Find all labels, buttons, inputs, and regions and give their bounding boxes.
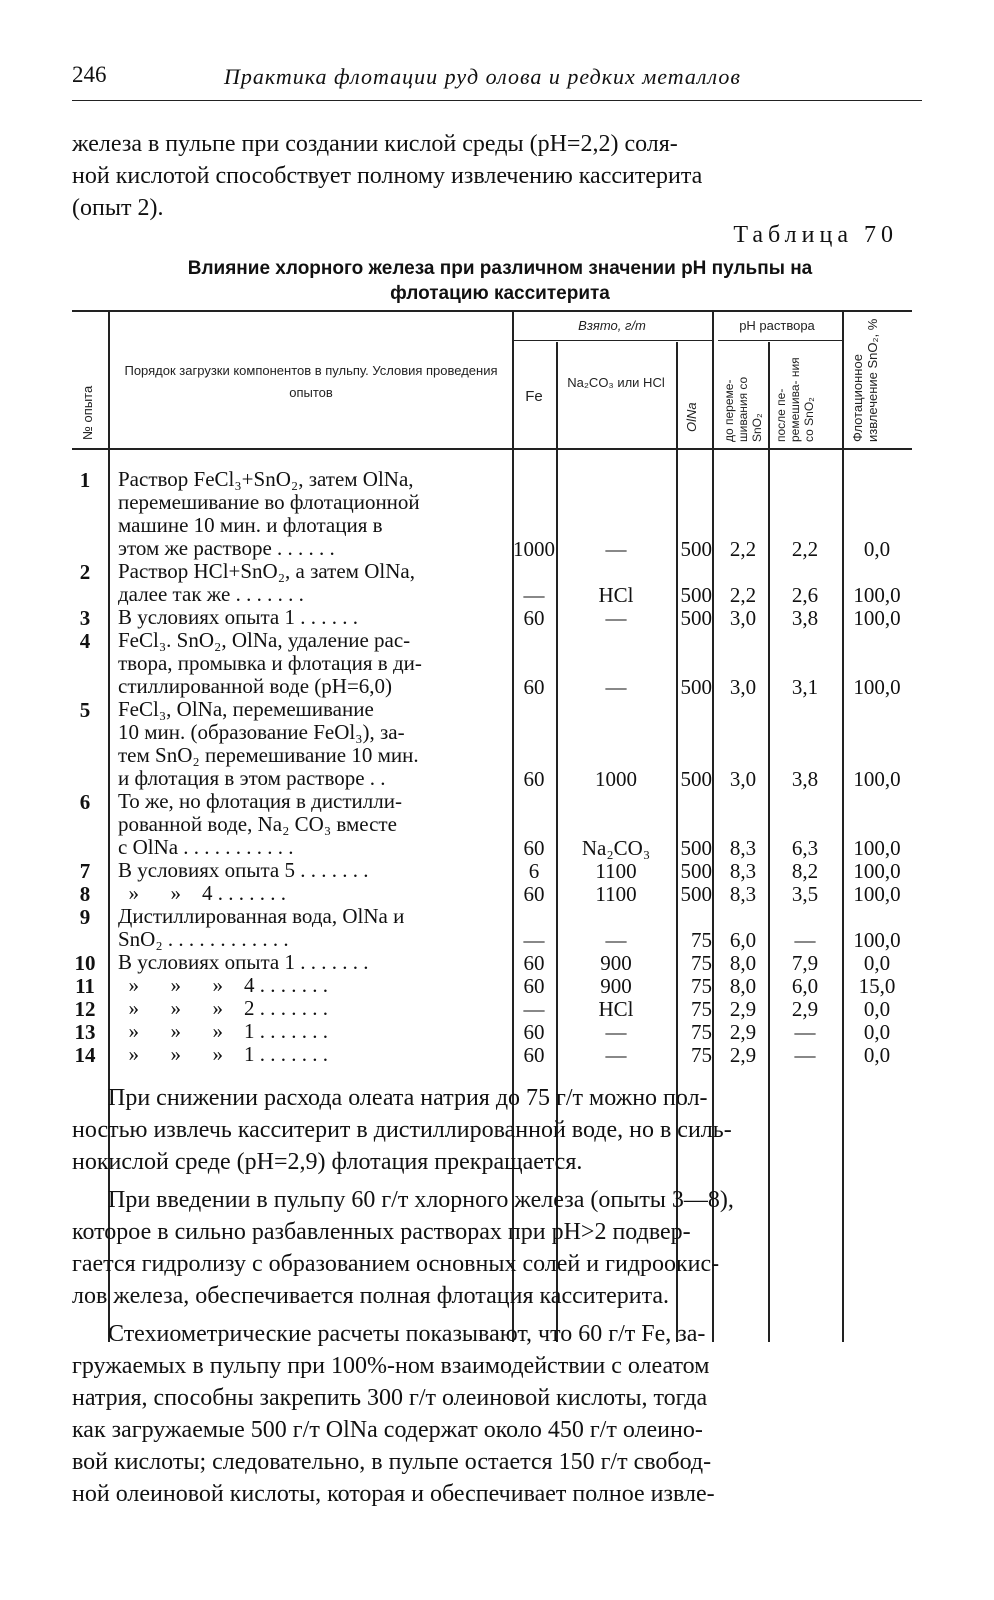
cell-recovery: 0,0 bbox=[863, 1020, 891, 1044]
condition-line: перемешивание во флотационной bbox=[118, 490, 420, 514]
cell-na2co3: HCl bbox=[598, 583, 634, 607]
cell-na2co3: — bbox=[605, 928, 627, 952]
text-line: нокислой среде (pH=2,9) флотация прекращается. bbox=[72, 1149, 583, 1175]
row-conditions bbox=[118, 974, 508, 997]
condition-line: твора, промывка и флотация в ди- bbox=[118, 651, 422, 675]
table-label: Таблица 70 bbox=[733, 222, 898, 248]
cell-recovery: 100,0 bbox=[853, 928, 901, 952]
cell-recovery: 100,0 bbox=[853, 583, 901, 607]
row-conditions bbox=[118, 997, 508, 1020]
text-line: (опыт 2). bbox=[72, 195, 164, 221]
row-conditions bbox=[118, 951, 508, 974]
header-ph-after: после пе- ремешива- ния со SnO₂ bbox=[774, 357, 816, 442]
cell-na2co3: 1100 bbox=[595, 859, 637, 883]
ph-subrule bbox=[718, 340, 842, 341]
cell-olna: 75 bbox=[691, 1020, 712, 1044]
row-number: 3 bbox=[79, 606, 91, 630]
condition-line: 10 мин. (образование FeOl₃), за- bbox=[118, 720, 405, 744]
cell-ph-after: 3,1 bbox=[791, 675, 819, 699]
condition-line: тем SnO₂ перемешивание 10 мин. bbox=[118, 743, 419, 767]
condition-line: » » » 2 . . . . . . . bbox=[118, 996, 328, 1020]
cell-ph-before: 8,0 bbox=[729, 951, 757, 975]
cell-olna: 75 bbox=[691, 974, 712, 998]
cell-recovery: 100,0 bbox=[853, 836, 901, 860]
row-conditions bbox=[118, 905, 508, 951]
text-line: как загружаемые 500 г/т OlNa содержат около 450 г/т олеино- bbox=[72, 1417, 703, 1443]
cell-fe: 60 bbox=[523, 1043, 545, 1067]
cell-na2co3: 900 bbox=[600, 974, 632, 998]
text-line: ностью извлечь касситерит в дистиллированной воде, но в силь- bbox=[72, 1117, 732, 1143]
text-line: ной олеиновой кислоты, которая и обеспечивает полное извле- bbox=[72, 1481, 715, 1507]
row-conditions bbox=[118, 629, 508, 698]
cell-na2co3: 1100 bbox=[595, 882, 637, 906]
cell-olna: 500 bbox=[680, 882, 712, 906]
cell-olna: 500 bbox=[680, 767, 712, 791]
cell-ph-before: 2,2 bbox=[729, 583, 757, 607]
cell-ph-after: 2,9 bbox=[791, 997, 819, 1021]
row-number: 13 bbox=[74, 1020, 96, 1044]
row-number: 5 bbox=[79, 698, 91, 722]
cell-fe: 60 bbox=[523, 974, 545, 998]
row-number: 7 bbox=[79, 859, 91, 883]
caption-line: Влияние хлорного железа при различном значении pH пульпы на bbox=[187, 258, 813, 279]
cell-recovery: 0,0 bbox=[863, 1043, 891, 1067]
condition-line: и флотация в этом растворе . . bbox=[118, 766, 386, 790]
condition-line: FeCl₃. SnO₂, OlNa, удаление рас- bbox=[118, 628, 411, 652]
row-number: 14 bbox=[74, 1043, 96, 1067]
cell-olna: 500 bbox=[680, 675, 712, 699]
cell-ph-before: 3,0 bbox=[729, 675, 757, 699]
text-line: гружаемых в пульпу при 100%-ном взаимодействии с олеатом bbox=[72, 1353, 710, 1379]
page-number: 246 bbox=[72, 62, 107, 87]
condition-line: стиллированной воде (pH=6,0) bbox=[118, 674, 393, 698]
row-conditions bbox=[118, 1020, 508, 1043]
row-number: 1 bbox=[79, 468, 91, 492]
cell-recovery: 15,0 bbox=[858, 974, 896, 998]
cell-ph-before: 8,3 bbox=[729, 859, 757, 883]
condition-line: » » » 1 . . . . . . . bbox=[118, 1019, 328, 1043]
condition-line: » » 4 . . . . . . . bbox=[118, 881, 286, 905]
intro-paragraph bbox=[72, 128, 922, 224]
cell-ph-after: 8,2 bbox=[791, 859, 819, 883]
cell-ph-after: — bbox=[794, 928, 816, 952]
row-number: 11 bbox=[75, 974, 95, 998]
cell-fe: 60 bbox=[523, 675, 545, 699]
cell-na2co3: — bbox=[605, 1020, 627, 1044]
cell-fe: 60 bbox=[523, 767, 545, 791]
cell-na2co3: — bbox=[605, 606, 627, 630]
row-number: 9 bbox=[79, 905, 91, 929]
condition-line: Дистиллированная вода, OlNa и bbox=[118, 904, 405, 928]
paragraph-2 bbox=[72, 1184, 922, 1312]
row-conditions bbox=[118, 859, 508, 882]
row-conditions bbox=[118, 606, 508, 629]
cell-na2co3: Na₂CO₃ bbox=[581, 836, 651, 860]
header-conditions: Порядок загрузки компонентов в пульпу. Условия проведения опытов bbox=[124, 363, 498, 400]
header-bottom-rule bbox=[72, 448, 912, 450]
cell-olna: 75 bbox=[691, 928, 712, 952]
condition-line: В условиях опыта 1 . . . . . . . bbox=[118, 950, 369, 974]
row-conditions bbox=[118, 882, 508, 905]
condition-line: В условиях опыта 5 . . . . . . . bbox=[118, 858, 369, 882]
running-title: Практика флотации руд олова и редких металлов bbox=[224, 64, 741, 89]
text-line: которое в сильно разбавленных растворах при pH>2 подвер- bbox=[72, 1219, 691, 1245]
cell-ph-after: 7,9 bbox=[791, 951, 819, 975]
row-number: 10 bbox=[74, 951, 96, 975]
cell-recovery: 0,0 bbox=[863, 997, 891, 1021]
cell-na2co3: 900 bbox=[600, 951, 632, 975]
header-na2co3-hcl: Na₂CO₃ или HCl bbox=[567, 375, 665, 390]
condition-line: рованной воде, Na₂ CO₃ вместе bbox=[118, 812, 397, 836]
page-header bbox=[72, 62, 922, 101]
cell-recovery: 100,0 bbox=[853, 859, 901, 883]
row-conditions bbox=[118, 1043, 508, 1066]
cell-na2co3: — bbox=[605, 1043, 627, 1067]
cell-na2co3: — bbox=[605, 537, 627, 561]
text-line: ной кислотой способствует полному извлечению касситерита bbox=[72, 163, 703, 189]
row-number: 12 bbox=[74, 997, 96, 1021]
row-number: 8 bbox=[79, 882, 91, 906]
paragraph-1 bbox=[72, 1082, 922, 1178]
header-taken: Взято, г/т bbox=[578, 318, 646, 333]
cell-ph-after: 2,6 bbox=[791, 583, 819, 607]
cell-ph-after: 3,8 bbox=[791, 767, 819, 791]
taken-subrule bbox=[512, 340, 712, 341]
cell-ph-after: 6,3 bbox=[791, 836, 819, 860]
cell-fe: — bbox=[523, 997, 545, 1021]
condition-line: » » » 1 . . . . . . . bbox=[118, 1042, 328, 1066]
cell-ph-after: — bbox=[794, 1020, 816, 1044]
header-olna: OlNa bbox=[684, 402, 699, 432]
cell-ph-after: 3,5 bbox=[791, 882, 819, 906]
text-line: Стехиометрические расчеты показывают, что 60 г/т Fe, за- bbox=[108, 1321, 706, 1347]
header-ph-before: до переме- шивания со SnO₂ bbox=[722, 376, 764, 442]
header-recovery: Флотационное извлечение SnO₂, % bbox=[850, 318, 880, 442]
header-exp-no: № опыта bbox=[80, 385, 95, 440]
cell-olna: 500 bbox=[680, 606, 712, 630]
header-ph: pH раствора bbox=[739, 318, 815, 333]
condition-line: SnO₂ . . . . . . . . . . . . bbox=[118, 927, 289, 951]
row-number: 4 bbox=[79, 629, 91, 653]
cell-fe: 60 bbox=[523, 951, 545, 975]
cell-ph-before: 8,3 bbox=[729, 836, 757, 860]
cell-recovery: 0,0 bbox=[863, 951, 891, 975]
cell-recovery: 100,0 bbox=[853, 606, 901, 630]
condition-line: FeCl₃, OlNa, перемешивание bbox=[118, 697, 374, 721]
paragraph-3 bbox=[72, 1318, 922, 1510]
cell-fe: 60 bbox=[523, 836, 545, 860]
cell-recovery: 100,0 bbox=[853, 767, 901, 791]
cell-recovery: 0,0 bbox=[863, 537, 891, 561]
text-line: натрия, способны закрепить 300 г/т олеиновой кислоты, тогда bbox=[72, 1385, 708, 1411]
cell-recovery: 100,0 bbox=[853, 675, 901, 699]
cell-fe: — bbox=[523, 583, 545, 607]
cell-olna: 75 bbox=[691, 951, 712, 975]
cell-ph-after: — bbox=[794, 1043, 816, 1067]
cell-recovery: 100,0 bbox=[853, 882, 901, 906]
text-line: вой кислоты; следовательно, в пульпе остается 150 г/т свобод- bbox=[72, 1449, 712, 1475]
row-conditions bbox=[118, 698, 508, 790]
cell-olna: 500 bbox=[680, 836, 712, 860]
cell-na2co3: 1000 bbox=[595, 767, 637, 791]
condition-line: машине 10 мин. и флотация в bbox=[118, 513, 383, 537]
text-line: При снижении расхода олеата натрия до 75 г/т можно пол- bbox=[108, 1085, 708, 1111]
cell-fe: 60 bbox=[523, 1020, 545, 1044]
cell-fe: 60 bbox=[523, 606, 545, 630]
cell-olna: 500 bbox=[680, 583, 712, 607]
table-top-rule bbox=[72, 310, 912, 312]
text-line: лов железа, обеспечивается полная флотация касситерита. bbox=[72, 1283, 670, 1309]
row-conditions bbox=[118, 790, 508, 859]
cell-olna: 75 bbox=[691, 997, 712, 1021]
cell-ph-before: 8,0 bbox=[729, 974, 757, 998]
header-fe: Fe bbox=[525, 388, 543, 405]
condition-line: этом же растворе . . . . . . bbox=[118, 536, 335, 560]
caption-line: флотацию касситерита bbox=[390, 283, 610, 304]
cell-na2co3: — bbox=[605, 675, 627, 699]
cell-na2co3: HCl bbox=[598, 997, 634, 1021]
cell-olna: 500 bbox=[680, 859, 712, 883]
cell-ph-before: 2,9 bbox=[729, 997, 757, 1021]
text-line: гается гидролизу с образованием основных солей и гидроокис- bbox=[72, 1251, 720, 1277]
cell-ph-after: 2,2 bbox=[791, 537, 819, 561]
cell-ph-before: 3,0 bbox=[729, 767, 757, 791]
cell-ph-before: 2,9 bbox=[729, 1020, 757, 1044]
cell-olna: 75 bbox=[691, 1043, 712, 1067]
cell-ph-before: 2,9 bbox=[729, 1043, 757, 1067]
condition-line: » » » 4 . . . . . . . bbox=[118, 973, 328, 997]
cell-fe: — bbox=[523, 928, 545, 952]
cell-ph-after: 3,8 bbox=[791, 606, 819, 630]
cell-olna: 500 bbox=[680, 537, 712, 561]
cell-fe: 6 bbox=[528, 859, 540, 883]
cell-fe: 60 bbox=[523, 882, 545, 906]
row-number: 6 bbox=[79, 790, 91, 814]
condition-line: Раствор HCl+SnO₂, а затем OlNa, bbox=[118, 559, 415, 583]
cell-ph-before: 3,0 bbox=[729, 606, 757, 630]
row-conditions bbox=[118, 560, 508, 606]
cell-ph-before: 6,0 bbox=[729, 928, 757, 952]
condition-line: далее так же . . . . . . . bbox=[118, 582, 304, 606]
row-number: 2 bbox=[79, 560, 91, 584]
cell-fe: 1000 bbox=[513, 537, 555, 561]
condition-line: Раствор FeCl₃+SnO₂, затем OlNa, bbox=[118, 467, 414, 491]
condition-line: То же, но флотация в дистилли- bbox=[118, 789, 402, 813]
text-line: железа в пульпе при создании кислой среды (pH=2,2) соля- bbox=[72, 131, 678, 157]
cell-ph-before: 2,2 bbox=[729, 537, 757, 561]
cell-ph-after: 6,0 bbox=[791, 974, 819, 998]
condition-line: с OlNa . . . . . . . . . . . bbox=[118, 835, 294, 859]
text-line: При введении в пульпу 60 г/т хлорного железа (опыты 3—8), bbox=[108, 1187, 734, 1213]
cell-ph-before: 8,3 bbox=[729, 882, 757, 906]
condition-line: В условиях опыта 1 . . . . . . bbox=[118, 605, 358, 629]
table-caption bbox=[90, 256, 910, 306]
row-conditions bbox=[118, 468, 508, 560]
